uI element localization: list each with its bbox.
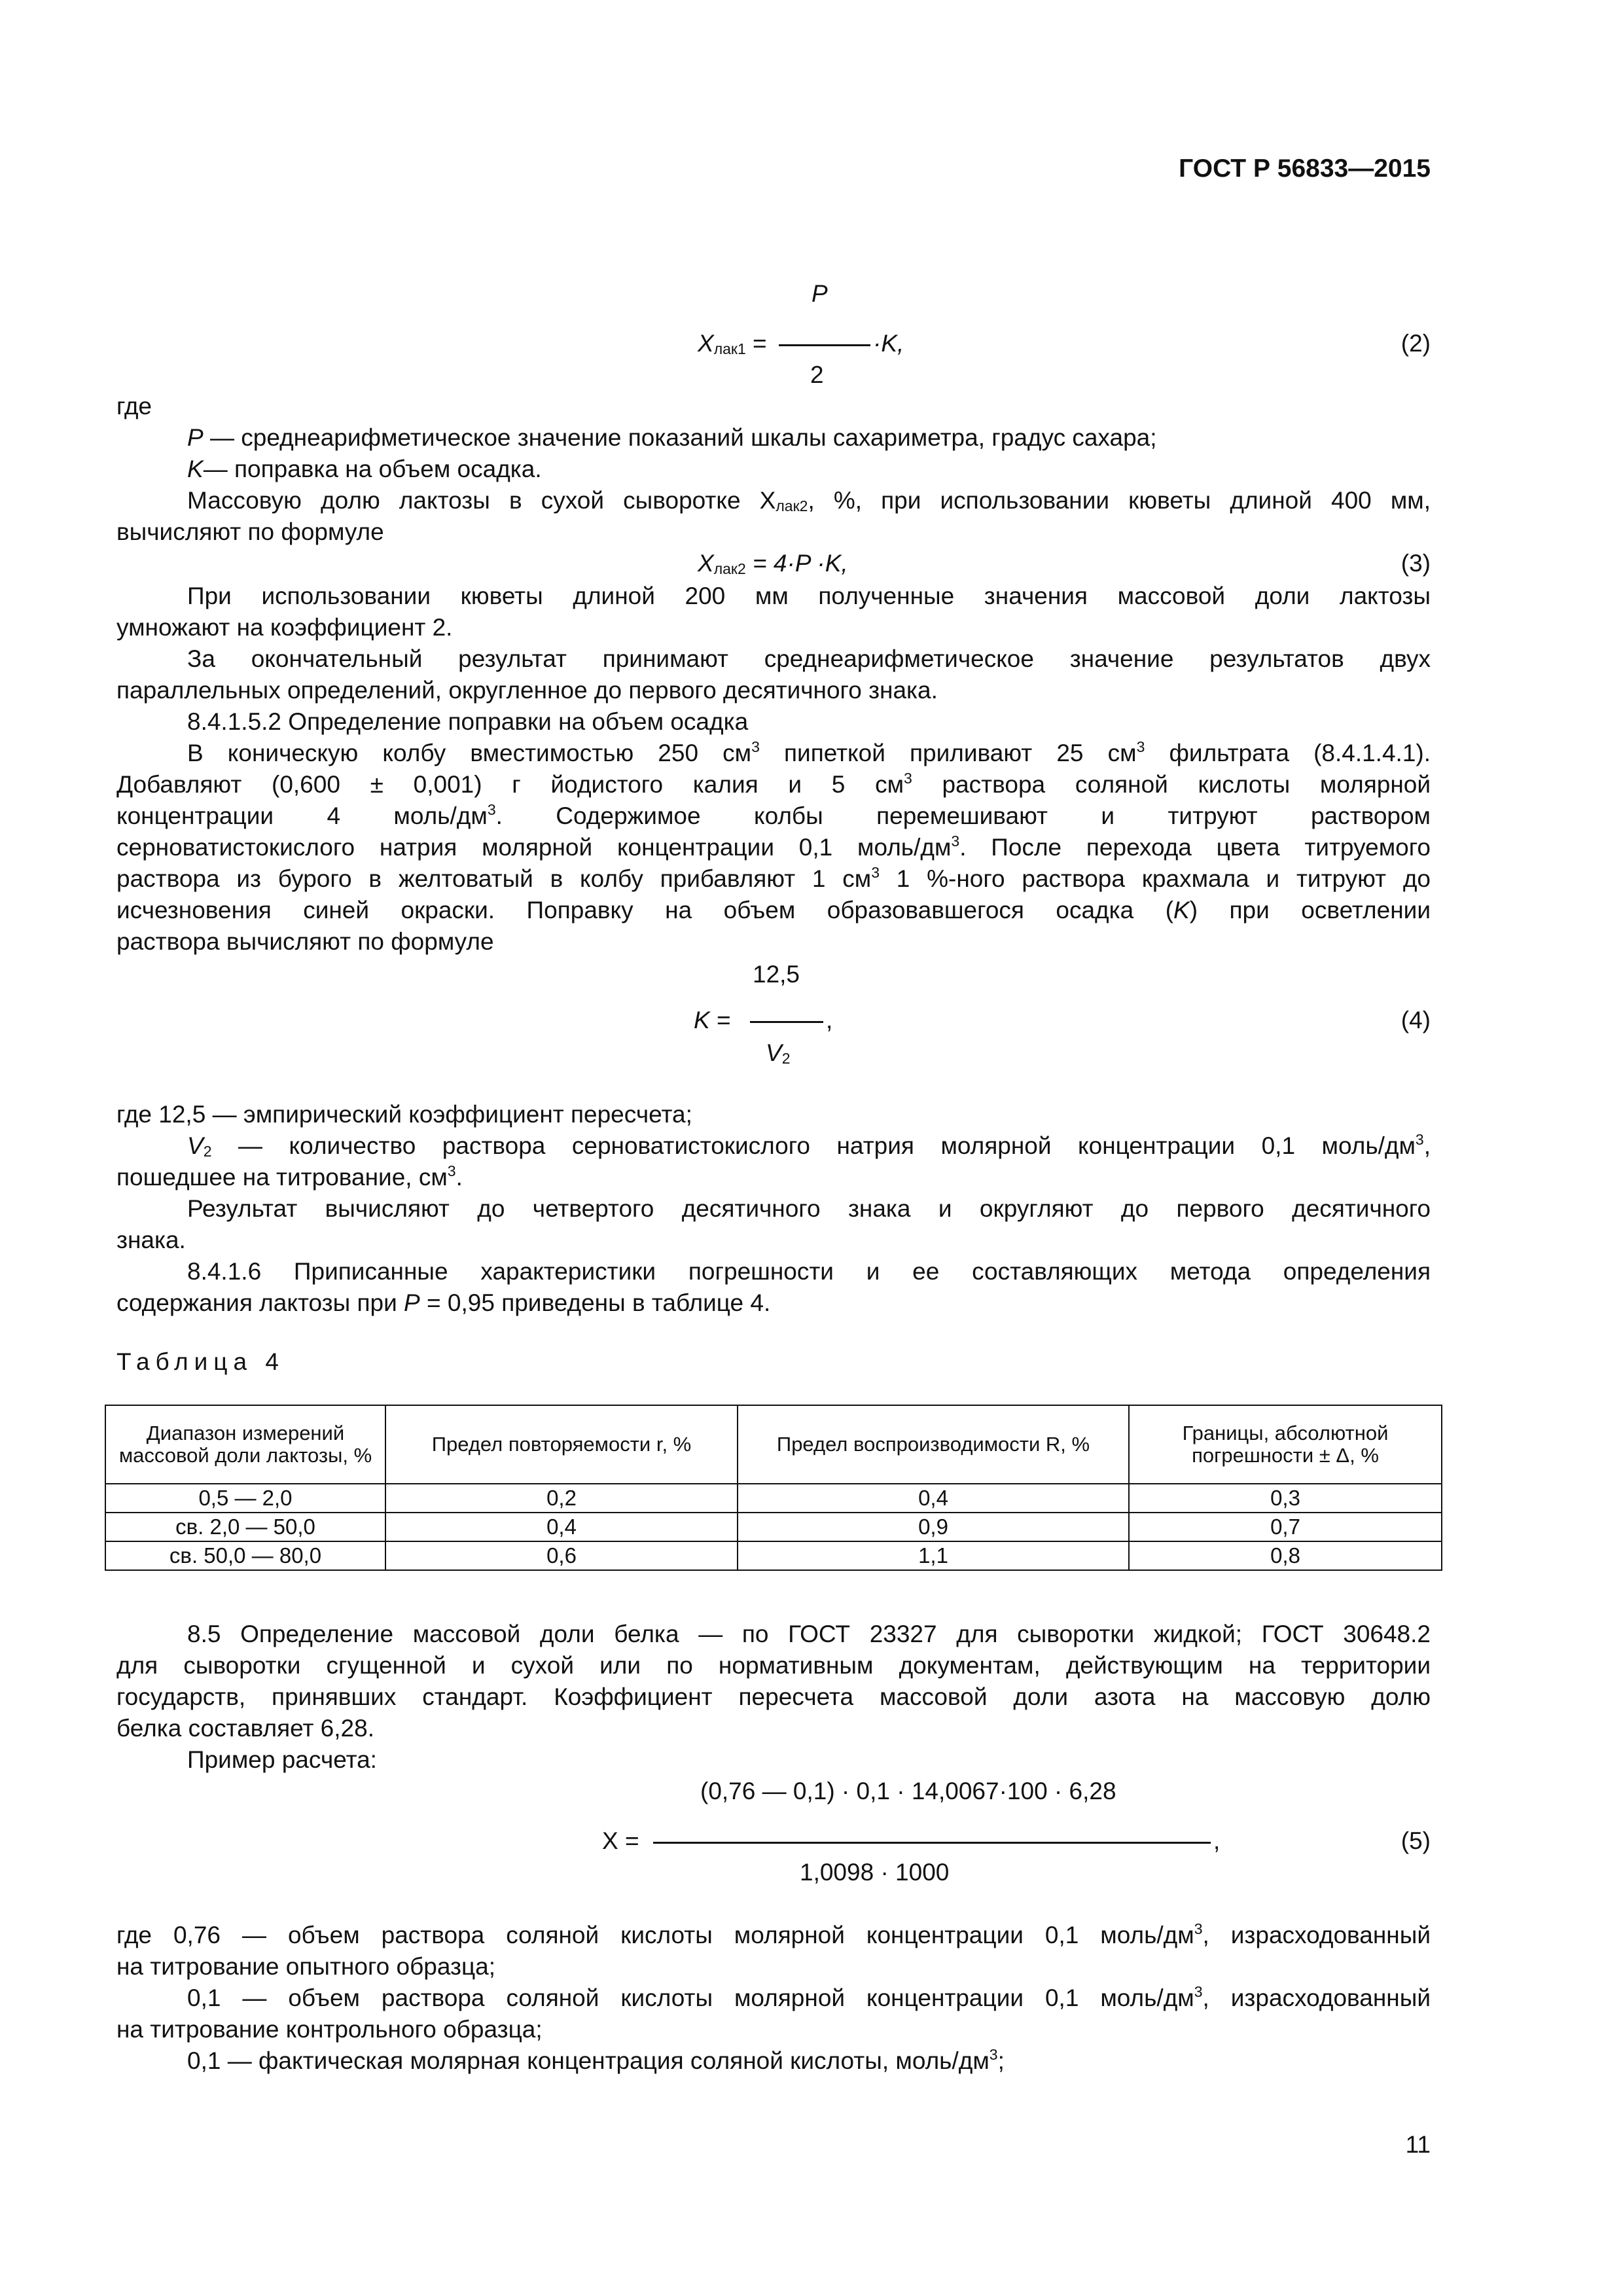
procedure-line-7: раствора вычисляют по формуле: [116, 928, 494, 955]
table-4-header-repeatability: Предел повторяемости r, %: [385, 1405, 738, 1484]
procedure-line-5: [116, 864, 1431, 894]
procedure-l1-sup-1: 3: [751, 738, 760, 755]
page-number: 11: [1405, 2131, 1431, 2158]
formula-4-tail: ,: [826, 1007, 833, 1033]
paragraph-200-line-1: При использовании кюветы длиной 200 мм полученные значения массовой доли лактозы: [187, 583, 1431, 609]
formula-2-lhs-x: X: [698, 330, 714, 357]
table-cell: св. 2,0 — 50,0: [105, 1513, 385, 1541]
procedure-l6-k: K: [1173, 897, 1190, 924]
where-5-l1-sup: 3: [1194, 1920, 1203, 1937]
document-id: ГОСТ Р 56833—2015: [1179, 154, 1431, 183]
formula-5-fraction-bar: [653, 1842, 1211, 1844]
section-8416-p: P: [404, 1289, 420, 1316]
where-4-line-3: [116, 1162, 463, 1193]
procedure-line-1: [187, 738, 1431, 768]
paragraph-mass-text-b: , %, при использовании кюветы длиной 400 мм,: [808, 487, 1431, 514]
where-5-l3-a: 0,1 — объем раствора соляной кислоты молярной концентрации 0,1 моль/дм: [187, 1984, 1194, 2011]
paragraph-mass-text-a: Массовую долю лактозы в сухой сыворотке Х: [187, 487, 776, 514]
formula-2-eq: =: [745, 330, 767, 357]
table-cell: 0,4: [385, 1513, 738, 1541]
table-cell: 1,1: [738, 1541, 1129, 1570]
where-4-v2-tail: .: [455, 1164, 463, 1191]
formula-4-number: (4): [1400, 1007, 1431, 1033]
result-line-2: знака.: [116, 1227, 186, 1253]
formula-3-expression: [698, 550, 848, 578]
table-cell: 0,9: [738, 1513, 1129, 1541]
paragraph-mass-line-1: [187, 486, 1431, 516]
section-8-4-1-5-2-heading: 8.4.1.5.2 Определение поправки на объем осадка: [187, 708, 749, 735]
table-cell: 0,6: [385, 1541, 738, 1570]
section-8416-text-b: = 0,95 приведены в таблице 4.: [419, 1289, 771, 1316]
paragraph-final-line-2: параллельных определений, округленное до первого десятичного знака.: [116, 677, 938, 704]
where-5-l5-b: ;: [997, 2047, 1005, 2074]
example-label: Пример расчета:: [187, 1746, 377, 1773]
formula-2-numerator: [812, 280, 828, 308]
formula-4-denominator: [766, 1039, 790, 1067]
section-8-5-line-3: государств, принявших стандарт. Коэффициент пересчета массовой доли азота на массовую долю: [116, 1683, 1431, 1710]
where-4-line-1: где 12,5 — эмпирический коэффициент пересчета;: [116, 1101, 692, 1128]
procedure-l2-b: раствора соляной кислоты молярной: [912, 771, 1431, 798]
where-5-line-1: [116, 1920, 1431, 1950]
where-5-line-5: [187, 2046, 1431, 2076]
formula-2-rhs-text: ·K,: [873, 330, 904, 357]
procedure-l6-b: ) при осветлении: [1189, 897, 1431, 924]
procedure-l1-c: фильтрата (8.4.1.4.1).: [1145, 740, 1431, 766]
section-8-5-line-4: белка составляет 6,28.: [116, 1715, 374, 1742]
formula-2-lhs-sub: лак1: [713, 340, 746, 357]
where-4-sup-1: 3: [1415, 1131, 1424, 1148]
where-4-v-text: — количество раствора серноватистокислого натрия молярной концентрации 0,1 моль/дм: [211, 1132, 1416, 1159]
definition-p-text: — среднеарифметическое значение показаний шкалы сахариметра, градус сахара;: [203, 424, 1157, 451]
definition-k: [187, 454, 1431, 484]
formula-5-lhs: X =: [602, 1827, 639, 1854]
table-row: [105, 1541, 1442, 1570]
procedure-l3-sup: 3: [487, 801, 496, 818]
where-4-v2-text: пошедшее на титрование, см: [116, 1164, 448, 1191]
table-4-caption: Таблица 4: [116, 1348, 285, 1375]
table-row: [105, 1484, 1442, 1513]
table-cell: 0,8: [1129, 1541, 1442, 1570]
table-4-header-reproducibility: Предел воспроизводимости R, %: [738, 1405, 1129, 1484]
formula-2-number: (2): [1400, 330, 1431, 357]
where-5-l3-b: , израсходованный: [1202, 1984, 1431, 2011]
procedure-l5-b: 1 %-ного раствора крахмала и титруют до: [880, 865, 1431, 892]
table-cell: 0,5 — 2,0: [105, 1484, 385, 1513]
where-4-v-sub: 2: [203, 1143, 212, 1160]
where-5-line-4: на титрование контрольного образца;: [116, 2016, 543, 2043]
formula-2-num-text: P: [812, 280, 828, 307]
procedure-l2-a: Добавляют (0,600 ± 0,001) г йодистого калия и 5 см: [116, 771, 904, 798]
section-8-4-1-6-line-2: [116, 1288, 770, 1318]
table-4: [105, 1405, 1442, 1571]
where-5-l5-a: 0,1 — фактическая молярная концентрация соляной кислоты, моль/дм: [187, 2047, 990, 2074]
procedure-l4-b: . После перехода цвета титруемого: [959, 834, 1431, 861]
result-line-1: Результат вычисляют до четвертого десятичного знака и округляют до первого десятичного: [187, 1195, 1431, 1222]
where-4-line-2: [187, 1131, 1431, 1161]
paragraph-mass-sub: лак2: [776, 497, 808, 514]
formula-3-lhs-sub: лак2: [713, 560, 746, 577]
formula-4-fraction-bar: [750, 1021, 823, 1023]
procedure-l5-a: раствора из бурого в желтоватый в колбу прибавляют 1 см: [116, 865, 872, 892]
section-8416-text-a: содержания лактозы при: [116, 1289, 404, 1316]
formula-5-number: (5): [1400, 1827, 1431, 1854]
procedure-line-6: [116, 895, 1431, 925]
definition-p: [187, 423, 1431, 453]
formula-4-lhs: K =: [694, 1007, 731, 1033]
table-4-header-row: [105, 1405, 1442, 1484]
procedure-l1-sup-2: 3: [1136, 738, 1145, 755]
procedure-line-3: [116, 801, 1431, 831]
where-5-l5-sup: 3: [989, 2046, 998, 2063]
procedure-l4-sup: 3: [951, 833, 960, 850]
procedure-line-2: [116, 770, 1431, 800]
formula-4-k: K: [694, 1007, 710, 1033]
section-8-5-line-1: 8.5 Определение массовой доли белка — по ГОСТ 23327 для сыворотки жидкой; ГОСТ 30648.2: [187, 1621, 1431, 1647]
formula-2-lhs: [698, 330, 767, 358]
formula-5-denominator: 1,0098 · 1000: [800, 1859, 950, 1886]
formula-5-tail: ,: [1213, 1827, 1221, 1854]
where-4-sup-2: 3: [447, 1162, 456, 1179]
procedure-l3-b: . Содержимое колбы перемешивают и титруют раствором: [495, 802, 1431, 829]
table-cell: 0,4: [738, 1484, 1129, 1513]
formula-4-den-sub: 2: [781, 1050, 791, 1067]
where-4-v: V: [187, 1132, 204, 1159]
where-label: где: [116, 393, 152, 420]
procedure-l4-a: серноватистокислого натрия молярной концентрации 0,1 моль/дм: [116, 834, 952, 861]
formula-2-denominator: 2: [810, 361, 824, 388]
definition-p-symbol: P: [187, 424, 204, 451]
table-row: [105, 1513, 1442, 1541]
procedure-l3-a: концентрации 4 моль/дм: [116, 802, 488, 829]
formula-5-numerator: (0,76 — 0,1) · 0,1 · 14,0067·100 · 6,28: [700, 1778, 1116, 1804]
where-5-l1-a: где 0,76 — объем раствора соляной кислоты молярной концентрации 0,1 моль/дм: [116, 1922, 1194, 1948]
where-5-l1-b: , израсходованный: [1202, 1922, 1431, 1948]
procedure-l1-a: В коническую колбу вместимостью 250 см: [187, 740, 752, 766]
table-cell: 0,3: [1129, 1484, 1442, 1513]
formula-2-rhs: [873, 330, 904, 357]
section-8-5-line-2: для сыворотки сгущенной и сухой или по нормативным документам, действующим на территории: [116, 1652, 1431, 1679]
where-4-v-tail: ,: [1423, 1132, 1431, 1159]
where-5-l3-sup: 3: [1194, 1983, 1203, 2000]
procedure-l5-sup: 3: [871, 864, 880, 881]
where-5-line-3: [187, 1983, 1431, 2013]
formula-3-lhs: X: [698, 550, 714, 577]
formula-2-fraction-bar: [779, 344, 870, 346]
paragraph-200-line-2: умножают на коэффициент 2.: [116, 614, 453, 641]
table-cell: 0,7: [1129, 1513, 1442, 1541]
table-cell: 0,2: [385, 1484, 738, 1513]
paragraph-final-line-1: За окончательный результат принимают среднеарифметическое значение результатов двух: [187, 645, 1431, 672]
procedure-l1-b: пипеткой приливают 25 см: [759, 740, 1137, 766]
procedure-l2-sup: 3: [904, 770, 912, 787]
table-cell: св. 50,0 — 80,0: [105, 1541, 385, 1570]
formula-4-den-v: V: [766, 1039, 782, 1066]
procedure-line-4: [116, 833, 1431, 863]
definition-k-text: — поправка на объем осадка.: [203, 456, 542, 482]
section-8-4-1-6-line-1: 8.4.1.6 Приписанные характеристики погрешности и ее составляющих метода определения: [187, 1258, 1431, 1285]
table-4-header-error: Границы, абсолютной погрешности ± Δ, %: [1129, 1405, 1442, 1484]
table-4-header-range: Диапазон измерений массовой доли лактозы, %: [105, 1405, 385, 1484]
definition-k-symbol: K: [187, 456, 204, 482]
where-5-line-2: на титрование опытного образца;: [116, 1953, 496, 1980]
paragraph-mass-line-2: вычисляют по формуле: [116, 518, 384, 545]
formula-3-rhs: = 4·P ·K,: [745, 550, 848, 577]
procedure-l6-a: исчезновения синей окраски. Поправку на объем образовавшегося осадка (: [116, 897, 1174, 924]
formula-4-numerator: 12,5: [753, 961, 800, 988]
formula-3-number: (3): [1400, 550, 1431, 577]
